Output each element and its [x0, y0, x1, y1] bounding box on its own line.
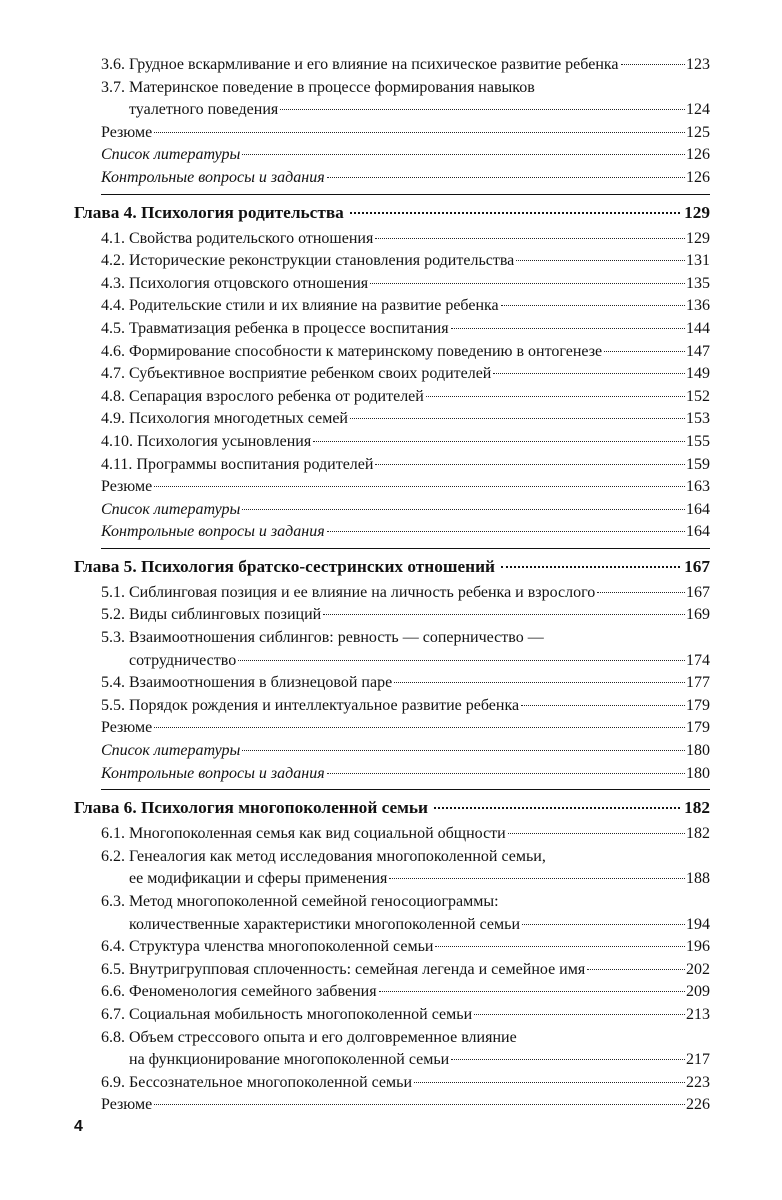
toc-entry [101, 959, 710, 982]
chapter-page: 167 [684, 556, 710, 576]
chapter-heading [74, 195, 710, 228]
dot-leader [350, 418, 685, 419]
toc-entry [101, 408, 710, 431]
dot-leader [350, 212, 680, 214]
chapter-page: 182 [684, 798, 710, 818]
toc-entry [101, 1027, 710, 1072]
entry-title: Феноменология семейного забвения [129, 983, 377, 1001]
toc-entry [101, 695, 710, 718]
dot-leader [621, 64, 685, 65]
entry-title: Многопоколенная семья как вид социальной общности [129, 825, 506, 843]
toc-entry [101, 981, 710, 1004]
toc-entry [101, 341, 710, 364]
dot-leader [451, 328, 685, 329]
dot-leader [493, 373, 685, 374]
entry-page: 124 [686, 101, 710, 119]
entry-page: 147 [686, 342, 710, 360]
entry-title: Сепарация взрослого ребенка от родителей [129, 387, 424, 405]
dot-leader [323, 614, 685, 615]
entry-title: Взаимоотношения в близнецовой паре [129, 674, 393, 692]
entry-page: 223 [686, 1073, 710, 1091]
entry-page: 202 [686, 960, 710, 978]
entry-title: Психология многодетных семей [129, 410, 348, 428]
entry-title: Контрольные вопросы и задания [101, 764, 325, 782]
entry-number: 4.11. [101, 455, 133, 473]
entry-page: 125 [686, 123, 710, 141]
entry-title: Структура членства многопоколенной семьи [129, 938, 434, 956]
entry-title: Контрольные вопросы и задания [101, 168, 325, 186]
entry-title: Травматизация ребенка в процессе воспитания [129, 319, 449, 337]
entry-page: 217 [686, 1051, 710, 1069]
toc-entry [101, 604, 710, 627]
dot-leader [327, 177, 685, 178]
chapter-page: 129 [684, 202, 710, 222]
entry-title: Резюме [101, 1096, 153, 1114]
entry-number: 5.5. [101, 696, 125, 714]
entry-page: 123 [686, 56, 710, 73]
dot-leader [501, 566, 680, 568]
entry-number: 4.7. [101, 365, 125, 383]
entry-page: 209 [686, 983, 710, 1001]
entry-number: 4.6. [101, 342, 125, 360]
toc-entry [101, 318, 710, 341]
chapter-block [74, 789, 710, 1117]
entry-page: 164 [686, 500, 710, 518]
entry-number: 6.2. [101, 847, 125, 865]
toc-entry [101, 846, 710, 891]
entry-page: 177 [686, 674, 710, 692]
chapter-block [74, 548, 710, 785]
chapter-title: Глава 5. Психология братско-сестринских отношений [74, 556, 496, 576]
entry-title: Контрольные вопросы и задания [101, 523, 325, 541]
entry-page: 179 [686, 696, 710, 714]
entry-title: Свойства родительского отношения [129, 229, 374, 247]
entry-title-continued: сотрудничество [129, 651, 237, 669]
dot-leader [394, 682, 685, 683]
chapter-heading [74, 790, 710, 823]
entry-title-continued: на функционирование многопоколенной семьи [129, 1051, 450, 1069]
dot-leader [389, 878, 685, 879]
toc-entry [101, 250, 710, 273]
entry-title: Список литературы [101, 146, 241, 164]
dot-leader [327, 773, 685, 774]
entry-number: 4.5. [101, 319, 125, 337]
dot-leader [521, 705, 685, 706]
toc-entry [101, 582, 710, 605]
entry-title: Родительские стили и их влияние на развитие ребенка [129, 297, 499, 315]
dot-leader [597, 592, 685, 593]
dot-leader [238, 660, 685, 661]
toc-entry [101, 891, 710, 936]
entry-page: 180 [686, 764, 710, 782]
entry-title: Виды сиблинговых позиций [129, 606, 322, 624]
toc-entry [101, 936, 710, 959]
entry-page: 136 [686, 297, 710, 315]
entry-number: 6.5. [101, 960, 125, 978]
entry-title: Список литературы [101, 742, 241, 760]
toc-entry [101, 521, 710, 544]
dot-leader [414, 1082, 685, 1083]
entry-page: 159 [686, 455, 710, 473]
toc-entry [101, 273, 710, 296]
entry-page: 167 [686, 583, 710, 601]
toc-entry [101, 1004, 710, 1027]
entry-number: 6.3. [101, 893, 125, 910]
entry-page: 152 [686, 387, 710, 405]
toc-entry [101, 1094, 710, 1117]
toc-entry [101, 228, 710, 251]
page-number: 4 [74, 1118, 83, 1135]
chapter-block [74, 194, 710, 544]
dot-leader [434, 807, 680, 809]
entry-number: 4.3. [101, 274, 125, 292]
chapter-title: Глава 4. Психология родительства [74, 202, 344, 222]
toc-entry [101, 740, 710, 763]
entry-title: Сиблинговая позиция и ее влияние на личность ребенка и взрослого [129, 583, 596, 601]
dot-leader [242, 750, 685, 751]
entry-number: 6.1. [101, 825, 125, 843]
toc-entry [101, 167, 710, 190]
dot-leader [370, 283, 685, 284]
entry-number: 6.9. [101, 1073, 125, 1091]
entry-page: 182 [686, 825, 710, 843]
entry-title: Метод многопоколенной семейной геносоциограммы: [129, 893, 499, 910]
dot-leader [379, 991, 685, 992]
entry-title: Субъективное восприятие ребенком своих родителей [129, 365, 492, 383]
entry-title: Резюме [101, 478, 153, 496]
entry-title: Генеалогия как метод исследования многопоколенной семьи, [129, 847, 546, 865]
entry-title: Взаимоотношения сиблингов: ревность — соперничество — [129, 629, 544, 647]
entry-page: 149 [686, 365, 710, 383]
entry-title: Резюме [101, 719, 153, 737]
entry-title: Формирование способности к материнскому поведению в онтогенезе [129, 342, 603, 360]
entry-title: Грудное вскармливание и его влияние на психическое развитие ребенка [129, 56, 619, 73]
entry-title-continued: количественные характеристики многопоколенной семьи [129, 915, 520, 933]
dot-leader [375, 464, 685, 465]
entry-number: 5.4. [101, 674, 125, 692]
toc-entry [101, 431, 710, 454]
entry-title: Психология усыновления [137, 432, 312, 450]
entry-title: Социальная мобильность многопоколенной семьи [129, 1005, 473, 1023]
entry-page: 126 [686, 146, 710, 164]
entry-number: 4.8. [101, 387, 125, 405]
dot-leader [522, 924, 685, 925]
entry-page: 174 [686, 651, 710, 669]
toc-entry [101, 77, 710, 122]
entry-number: 6.7. [101, 1005, 125, 1023]
dot-leader [154, 1104, 685, 1105]
entry-title: Материнское поведение в процессе формирования навыков [129, 78, 535, 96]
entry-page: 164 [686, 523, 710, 541]
entry-title: Программы воспитания родителей [136, 455, 374, 473]
entry-number: 4.1. [101, 229, 125, 247]
dot-leader [242, 509, 685, 510]
toc-entry [101, 476, 710, 499]
toc-entry [101, 823, 710, 846]
dot-leader [313, 441, 685, 442]
entry-page: 194 [686, 915, 710, 933]
chapter-heading [74, 549, 710, 582]
entry-number: 3.7. [101, 78, 125, 96]
entry-page: 126 [686, 168, 710, 186]
dot-leader [154, 486, 685, 487]
entry-page: 135 [686, 274, 710, 292]
dot-leader [154, 727, 685, 728]
entry-page: 226 [686, 1096, 710, 1114]
table-of-contents [74, 54, 710, 1117]
entry-page: 196 [686, 938, 710, 956]
dot-leader [426, 396, 685, 397]
entry-number: 4.10. [101, 432, 133, 450]
toc-entry [101, 627, 710, 672]
toc-entry [101, 1072, 710, 1095]
toc-entry [101, 295, 710, 318]
entry-page: 179 [686, 719, 710, 737]
entry-title: Объем стрессового опыта и его долговременное влияние [129, 1028, 517, 1046]
dot-leader [154, 132, 685, 133]
entry-title-continued: туалетного поведения [129, 101, 279, 119]
chapter-title: Глава 6. Психология многопоколенной семьи [74, 798, 429, 818]
entry-page: 155 [686, 432, 710, 450]
entry-title: Бессознательное многопоколенной семьи [129, 1073, 413, 1091]
dot-leader [501, 305, 685, 306]
dot-leader [508, 833, 685, 834]
toc-entry [101, 717, 710, 740]
entry-number: 4.4. [101, 297, 125, 315]
toc-entry [101, 386, 710, 409]
entry-page: 163 [686, 478, 710, 496]
dot-leader [451, 1059, 685, 1060]
dot-leader [242, 154, 685, 155]
entry-number: 6.6. [101, 983, 125, 1001]
entry-number: 6.8. [101, 1028, 125, 1046]
dot-leader [435, 946, 685, 947]
entry-number: 5.3. [101, 629, 125, 647]
dot-leader [516, 260, 685, 261]
dot-leader [474, 1014, 685, 1015]
toc-entry [101, 144, 710, 167]
entry-page: 169 [686, 606, 710, 624]
entry-number: 6.4. [101, 938, 125, 956]
entry-number: 4.9. [101, 410, 125, 428]
entry-page: 188 [686, 870, 710, 888]
entry-page: 144 [686, 319, 710, 337]
dot-leader [604, 351, 685, 352]
entry-number: 5.2. [101, 606, 125, 624]
entry-number: 5.1. [101, 583, 125, 601]
dot-leader [375, 238, 685, 239]
toc-entry [101, 54, 710, 77]
toc-entry [101, 763, 710, 786]
entry-title: Внутригрупповая сплоченность: семейная легенда и семейное имя [129, 960, 586, 978]
entry-title: Резюме [101, 123, 153, 141]
entry-title: Порядок рождения и интеллектуальное развитие ребенка [129, 696, 520, 714]
toc-entry [101, 672, 710, 695]
toc-entry [101, 122, 710, 145]
toc-entry [101, 454, 710, 477]
dot-leader [587, 969, 685, 970]
toc-entry [101, 363, 710, 386]
entry-number: 3.6. [101, 56, 125, 73]
entry-title: Исторические реконструкции становления родительства [129, 252, 515, 270]
entry-title-continued: ее модификации и сферы применения [129, 870, 388, 888]
entry-number: 4.2. [101, 252, 125, 270]
entry-page: 129 [686, 229, 710, 247]
toc-entry [101, 499, 710, 522]
entry-title: Психология отцовского отношения [129, 274, 369, 292]
entry-page: 180 [686, 742, 710, 760]
entry-title: Список литературы [101, 500, 241, 518]
entry-page: 153 [686, 410, 710, 428]
entry-page: 131 [686, 252, 710, 270]
dot-leader [280, 109, 685, 110]
entry-page: 213 [686, 1005, 710, 1023]
dot-leader [327, 531, 685, 532]
